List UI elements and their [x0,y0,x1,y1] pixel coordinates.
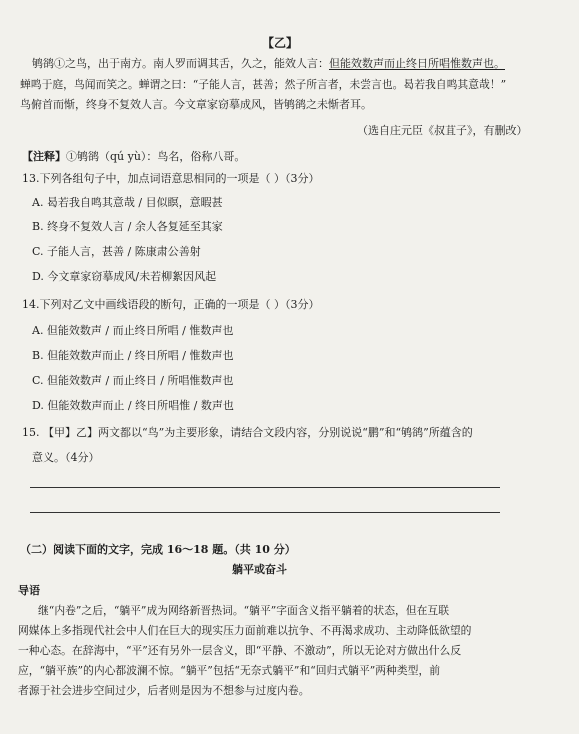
passage-source: （选自庄元臣《叔苴子》，有删改） [357,124,528,137]
article-paragraph-line-5: 者源于社会进步空间过少，后者则是因为不想参与过度内卷。 [18,684,310,697]
question-14-option-a: A. 但能效数声 / 而止终日所唱 / 惟数声也 [32,324,234,337]
article-paragraph-line-3: 一种心态。在辞海中，“平”还有另外一层含义，即“平静、不激动”，所以无论对方做出什么反 [18,644,462,657]
question-14-stem: 14.下列对乙文中画线语段的断句，正确的一项是（ ）（3分） [22,298,320,311]
passage-line-2: 蝉鸣于庭，鸟闻而笑之。蝉谓之曰：“子能人言，甚善；然子所言者，未尝言也。曷若我自鸣其意哉！” [20,78,507,91]
answer-line-1 [30,487,500,488]
passage-line-1 [32,57,505,71]
question-13-stem: 13.下列各组句子中，加点词语意思相同的一项是（ ）（3分） [22,172,320,185]
section-title: 【乙】 [262,36,299,50]
part-2-heading: （二）阅读下面的文字，完成 16～18 题。（共 10 分） [20,543,296,556]
question-13-option-d: D. 今文章家窃摹成风/未若柳絮因风起 [32,270,217,283]
annotation-label: 【注释】 [22,150,66,163]
article-paragraph-line-4: 应，“躺平族”的内心都波澜不惊。“躺平”包括“无奈式躺平”和“回归式躺平”两种类型，前 [18,664,441,677]
annotation-text: ①鸲鹆（qú yù）：鸟名，俗称八哥。 [66,150,246,163]
annotation [22,150,245,164]
passage-line-3: 鸟俯首而惭，终身不复效人言。今文章家窃摹成风，皆鸲鹆之未惭者耳。 [20,98,372,111]
question-14-option-c: C. 但能效数声 / 而止终日 / 所唱惟数声也 [32,374,234,387]
answer-line-2 [30,512,500,513]
question-13-option-a: A. 曷若我自鸣其意哉 / 目似瞑，意暇甚 [32,196,223,209]
intro-label: 导语 [18,584,40,597]
passage-line-1-text: 鸲鹆①之鸟，出于南方。南人罗而调其舌，久之，能效人言： [32,57,329,70]
question-15-line-1: 15. 【甲】乙】两文都以“鸟”为主要形象，请结合文段内容，分别说说“鹏”和“鸲鹆”所蕴含的 [22,426,473,439]
question-14-option-b: B. 但能效数声而止 / 终日所唱 / 惟数声也 [32,349,234,362]
question-14-option-d: D. 但能效数声而止 / 终日所唱惟 / 数声也 [32,399,234,412]
article-title: 躺平或奋斗 [232,563,287,576]
question-13-option-c: C. 子能人言，甚善 / 陈康肃公善射 [32,245,201,258]
underlined-passage: 但能效数声而止终日所唱惟数声也。 [329,57,505,70]
question-13-option-b: B. 终身不复效人言 / 余人各复延至其家 [32,220,223,233]
article-paragraph-line-1: 继“内卷”之后，“躺平”成为网络新晋热词。“躺平”字面含义指平躺着的状态，但在互联 [38,604,450,617]
question-15-line-2: 意义。（4分） [32,451,100,464]
article-paragraph-line-2: 网媒体上多指现代社会中人们在巨大的现实压力面前难以抗争、不再渴求成功、主动降低欲望的 [18,624,472,637]
